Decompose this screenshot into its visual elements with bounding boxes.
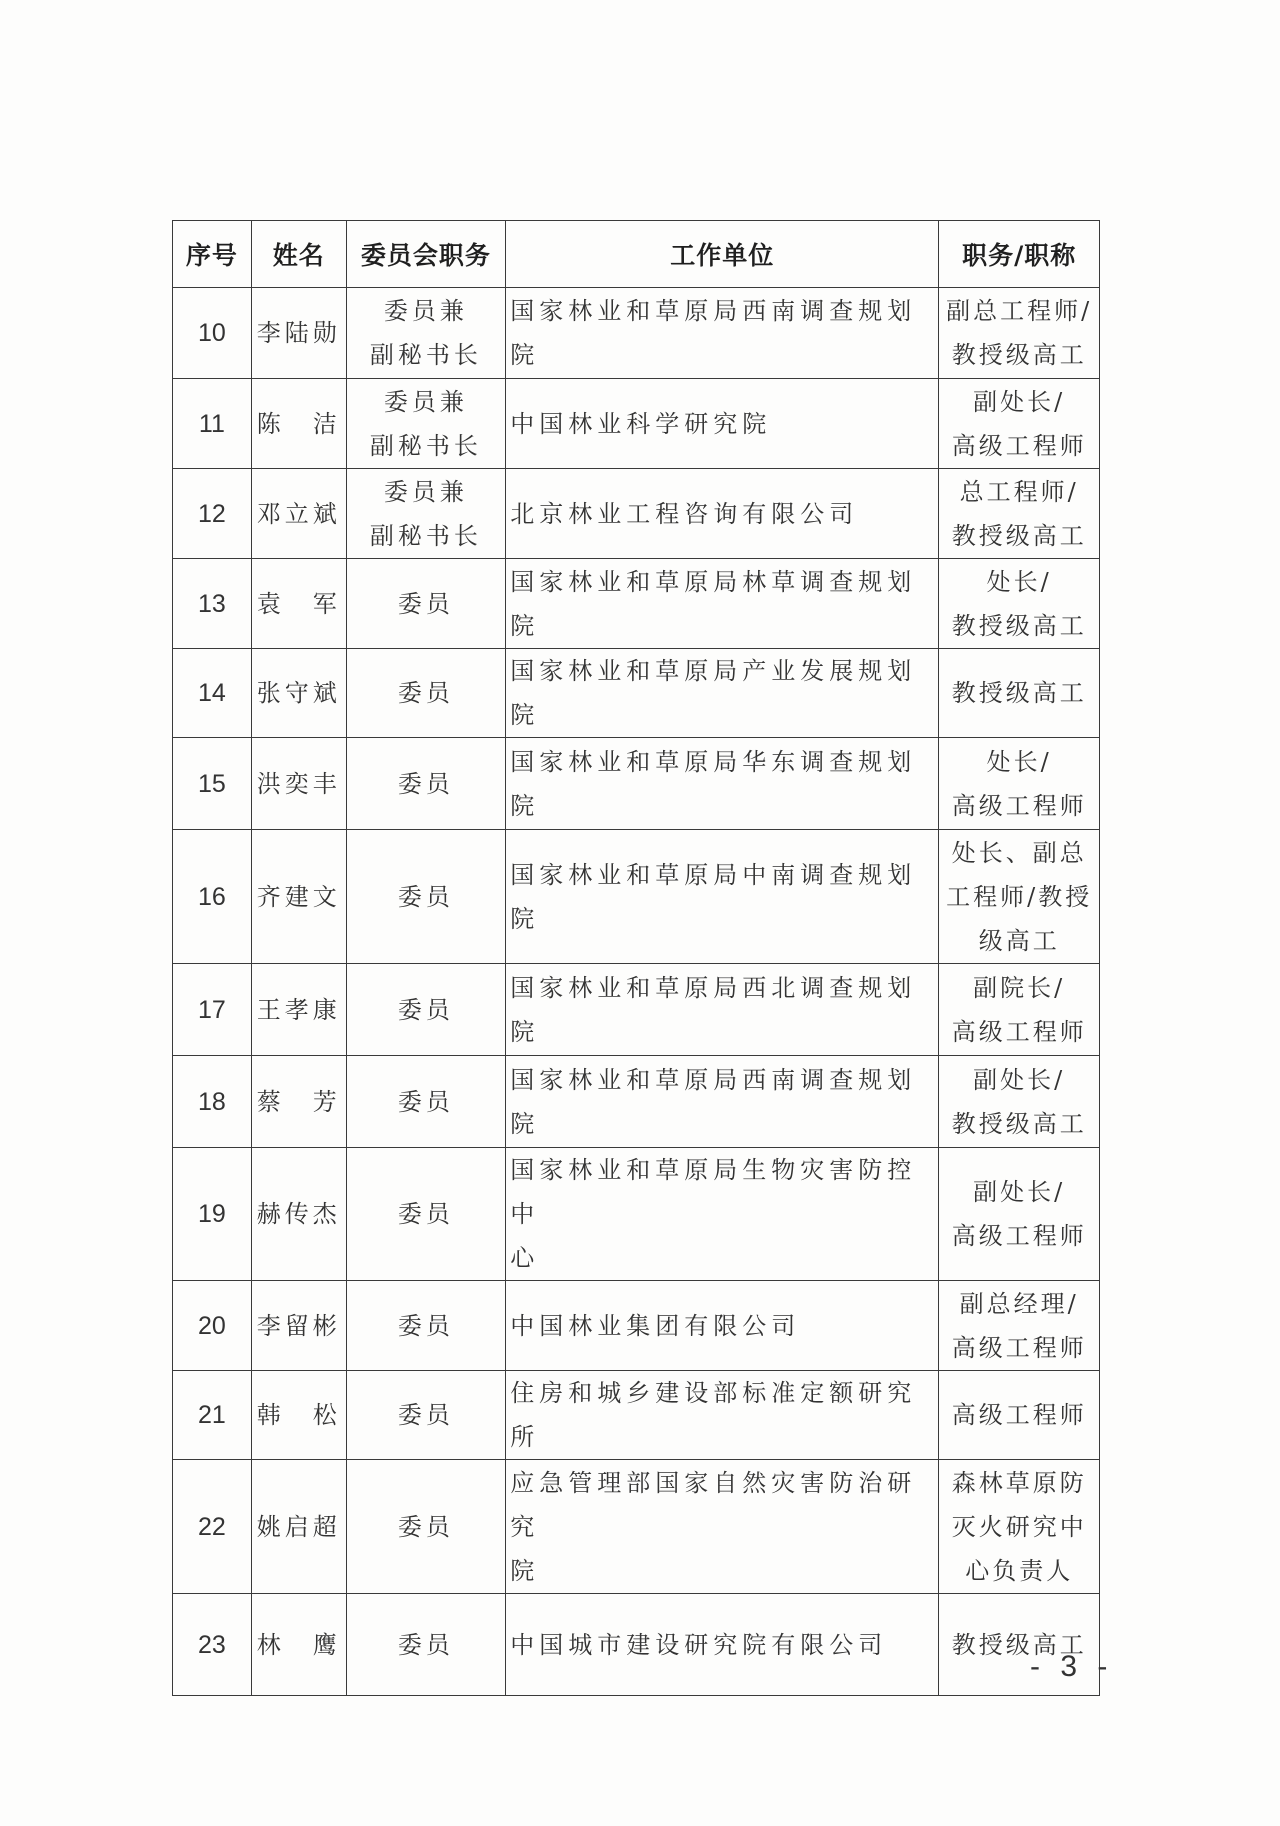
cell-position-title-line: 教授级高工: [951, 679, 1087, 707]
cell-name: 袁 军: [251, 559, 346, 649]
table-row: [173, 1371, 1100, 1460]
cell-work-unit: [506, 738, 939, 830]
cell-committee-role-line: 副秘书长: [369, 431, 482, 460]
cell-position-title-line: 副总工程师/: [946, 297, 1093, 325]
cell-serial-number: 14: [173, 649, 252, 738]
cell-name: 陈 洁: [251, 379, 346, 469]
cell-serial-number: 15: [173, 738, 252, 830]
cell-work-unit: [506, 1594, 939, 1696]
cell-position-title: [939, 830, 1100, 964]
cell-work-unit: [506, 1148, 939, 1281]
cell-position-title-line: 副处长/: [973, 1065, 1066, 1094]
cell-work-unit-line: 中国林业集团有限公司: [510, 1311, 801, 1340]
table-row: [173, 1056, 1100, 1148]
cell-position-title-line: 教授级高工: [951, 1109, 1087, 1138]
cell-serial-number: 18: [173, 1056, 252, 1148]
cell-position-title-line: 教授级高工: [951, 1630, 1087, 1659]
cell-committee-role: [346, 1460, 506, 1594]
cell-committee-role-line: 委员兼: [383, 387, 468, 416]
cell-work-unit-line: 国家林业和草原局华东调查规划院: [510, 747, 917, 820]
cell-committee-role-line: 委员: [397, 1512, 454, 1541]
cell-work-unit-line: 北京林业工程咨询有限公司: [510, 499, 859, 528]
cell-committee-role: [346, 738, 506, 830]
cell-position-title: [939, 649, 1100, 738]
cell-work-unit: [506, 469, 939, 559]
cell-position-title-line: 教授级高工: [951, 341, 1087, 369]
cell-committee-role-line: 副秘书长: [369, 521, 482, 550]
cell-work-unit-line: 国家林业和草原局中南调查规划院: [510, 860, 917, 933]
cell-position-title: [939, 288, 1100, 379]
cell-work-unit: [506, 1056, 939, 1148]
cell-position-title: [939, 738, 1100, 830]
cell-work-unit-line: 国家林业和草原局产业发展规划院: [510, 657, 917, 729]
cell-work-unit: [506, 288, 939, 379]
cell-name: 蔡 芳: [251, 1056, 346, 1148]
cell-work-unit: [506, 559, 939, 649]
cell-position-title-line: 灭火研究中: [951, 1512, 1087, 1541]
cell-serial-number: 20: [173, 1281, 252, 1371]
table-header-row: [173, 221, 1100, 288]
cell-work-unit: [506, 1281, 939, 1371]
table-row: [173, 1281, 1100, 1371]
cell-name: 李陆勋: [251, 288, 346, 379]
table-row: [173, 379, 1100, 469]
cell-work-unit-line: 中国林业科学研究院: [510, 409, 772, 438]
cell-work-unit: [506, 1371, 939, 1460]
cell-name: 洪奕丰: [251, 738, 346, 830]
cell-position-title-line: 副处长/: [973, 387, 1066, 416]
cell-position-title-line: 处长、副总: [951, 838, 1087, 867]
table-row: [173, 738, 1100, 830]
cell-committee-role-line: 委员: [397, 589, 454, 618]
cell-position-title-line: 教授级高工: [951, 521, 1087, 550]
cell-position-title-line: 高级工程师: [951, 1333, 1087, 1362]
cell-committee-role-line: 委员: [397, 1401, 454, 1429]
cell-name: 齐建文: [251, 830, 346, 964]
table-row: [173, 469, 1100, 559]
header-committee-role: 委员会职务: [346, 221, 506, 288]
cell-name: 林 鹰: [251, 1594, 346, 1696]
cell-name: 李留彬: [251, 1281, 346, 1371]
cell-work-unit: [506, 1460, 939, 1594]
table-row: [173, 288, 1100, 379]
cell-position-title: [939, 559, 1100, 649]
cell-position-title-line: 高级工程师: [951, 431, 1087, 460]
cell-work-unit: [506, 964, 939, 1056]
table-row: [173, 1460, 1100, 1594]
cell-serial-number: 10: [173, 288, 252, 379]
cell-position-title-line: 处长/: [986, 747, 1052, 776]
cell-committee-role-line: 委员: [397, 1200, 454, 1228]
cell-committee-role: [346, 964, 506, 1056]
cell-committee-role-line: 委员: [397, 679, 454, 707]
table-row: [173, 559, 1100, 649]
cell-committee-role: [346, 1148, 506, 1281]
cell-work-unit-line: 应急管理部国家自然灾害防治研究: [510, 1468, 917, 1541]
header-serial-number: 序号: [173, 221, 252, 288]
cell-work-unit-line: 院: [510, 1556, 540, 1585]
table-row: [173, 649, 1100, 738]
cell-name: 韩 松: [251, 1371, 346, 1460]
cell-work-unit: [506, 649, 939, 738]
header-work-unit: 工作单位: [506, 221, 939, 288]
cell-work-unit-line: 中国城市建设研究院有限公司: [510, 1630, 888, 1659]
cell-position-title-line: 高级工程师: [951, 1401, 1087, 1429]
cell-name: 姚启超: [251, 1460, 346, 1594]
table-body: [173, 288, 1100, 1696]
cell-committee-role: [346, 1056, 506, 1148]
cell-position-title-line: 高级工程师: [951, 1017, 1087, 1046]
cell-work-unit: [506, 379, 939, 469]
cell-work-unit-line: 国家林业和草原局林草调查规划院: [510, 567, 917, 640]
cell-work-unit-line: 国家林业和草原局西南调查规划院: [510, 297, 917, 369]
cell-position-title-line: 心负责人: [965, 1556, 1074, 1585]
cell-position-title: [939, 964, 1100, 1056]
cell-name: 赫传杰: [251, 1148, 346, 1281]
table-row: [173, 964, 1100, 1056]
cell-committee-role-line: 副秘书长: [369, 341, 482, 369]
cell-position-title-line: 副处长/: [973, 1178, 1066, 1206]
cell-position-title-line: 总工程师/: [959, 477, 1079, 506]
cell-position-title-line: 副院长/: [973, 973, 1066, 1002]
cell-committee-role: [346, 649, 506, 738]
cell-position-title: [939, 1371, 1100, 1460]
cell-serial-number: 17: [173, 964, 252, 1056]
cell-committee-role-line: 委员兼: [383, 477, 468, 506]
cell-position-title: [939, 469, 1100, 559]
cell-position-title-line: 处长/: [986, 567, 1052, 596]
cell-work-unit-line: 国家林业和草原局西北调查规划院: [510, 973, 917, 1046]
cell-committee-role: [346, 830, 506, 964]
cell-committee-role-line: 委员兼: [383, 297, 468, 325]
table-row: [173, 830, 1100, 964]
cell-committee-role-line: 委员: [397, 1630, 454, 1659]
cell-position-title-line: 森林草原防: [951, 1468, 1087, 1497]
cell-name: 邓立斌: [251, 469, 346, 559]
cell-serial-number: 12: [173, 469, 252, 559]
cell-position-title-line: 教授级高工: [951, 611, 1087, 640]
cell-serial-number: 19: [173, 1148, 252, 1281]
cell-serial-number: 13: [173, 559, 252, 649]
cell-committee-role: [346, 1281, 506, 1371]
header-name: 姓名: [251, 221, 346, 288]
table-row: [173, 1148, 1100, 1281]
cell-position-title-line: 高级工程师: [951, 1222, 1087, 1250]
table-row: [173, 1594, 1100, 1696]
cell-committee-role: [346, 288, 506, 379]
cell-committee-role-line: 委员: [397, 995, 454, 1024]
cell-serial-number: 23: [173, 1594, 252, 1696]
cell-work-unit-line: 住房和城乡建设部标准定额研究所: [510, 1379, 917, 1451]
cell-serial-number: 16: [173, 830, 252, 964]
header-position-title: 职务/职称: [939, 221, 1100, 288]
cell-name: 张守斌: [251, 649, 346, 738]
cell-serial-number: 21: [173, 1371, 252, 1460]
cell-committee-role: [346, 379, 506, 469]
cell-work-unit: [506, 830, 939, 964]
cell-name: 王孝康: [251, 964, 346, 1056]
cell-committee-role-line: 委员: [397, 1087, 454, 1116]
cell-position-title: [939, 1460, 1100, 1594]
cell-committee-role: [346, 469, 506, 559]
committee-member-table: [172, 220, 1100, 1696]
cell-committee-role: [346, 1594, 506, 1696]
cell-serial-number: 22: [173, 1460, 252, 1594]
cell-position-title: [939, 1056, 1100, 1148]
cell-committee-role: [346, 559, 506, 649]
cell-position-title-line: 工程师/教授: [946, 882, 1093, 911]
cell-work-unit-line: 国家林业和草原局生物灾害防控中: [510, 1156, 917, 1228]
cell-committee-role-line: 委员: [397, 882, 454, 911]
page-number: - 3 -: [1030, 1650, 1114, 1683]
cell-work-unit-line: 国家林业和草原局西南调查规划院: [510, 1065, 917, 1138]
cell-position-title-line: 副总经理/: [959, 1289, 1079, 1318]
cell-committee-role-line: 委员: [397, 769, 454, 798]
cell-position-title: [939, 1148, 1100, 1281]
cell-position-title-line: 级高工: [978, 926, 1060, 955]
cell-serial-number: 11: [173, 379, 252, 469]
cell-work-unit-line: 心: [510, 1244, 540, 1272]
cell-committee-role: [346, 1371, 506, 1460]
cell-position-title: [939, 1281, 1100, 1371]
cell-position-title-line: 高级工程师: [951, 791, 1087, 820]
cell-committee-role-line: 委员: [397, 1311, 454, 1340]
cell-position-title: [939, 379, 1100, 469]
